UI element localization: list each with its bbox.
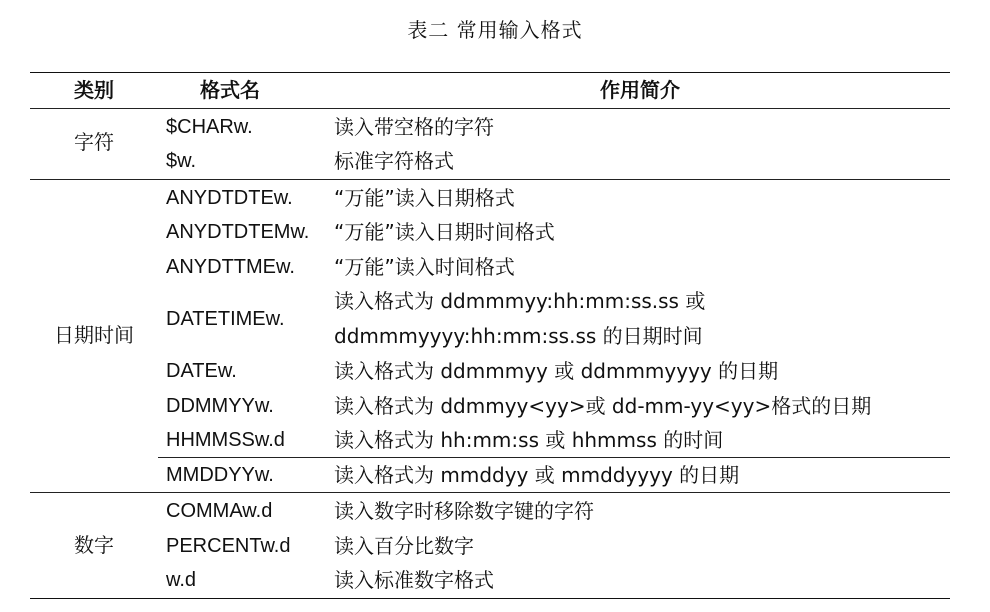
format-description: “万能”读入日期时间格式 <box>334 220 555 244</box>
format-name: DDMMYYw. <box>166 395 274 417</box>
bottom-rule <box>30 598 950 599</box>
format-name: w.d <box>166 569 197 591</box>
format-description-line: ddmmmyyyy:hh:mm:ss.ss 的日期时间 <box>334 324 703 348</box>
format-description: 读入百分比数字 <box>334 534 474 558</box>
format-name: MMDDYYw. <box>166 464 274 486</box>
inner-rule-mmddyy <box>158 457 950 458</box>
category-character: 字符 <box>74 130 114 154</box>
top-rule <box>30 72 950 73</box>
format-description: “万能”读入时间格式 <box>334 255 515 279</box>
category-datetime: 日期时间 <box>54 323 134 347</box>
header-rule <box>30 108 950 109</box>
table-caption: 表二 常用输入格式 <box>407 18 583 42</box>
format-description: 读入带空格的字符 <box>334 115 494 139</box>
format-description: 标准字符格式 <box>334 149 454 173</box>
group-rule-1 <box>30 179 950 180</box>
format-description-line: 读入格式为 ddmmmyy:hh:mm:ss.ss 或 <box>334 289 706 313</box>
format-name: HHMMSSw.d <box>166 429 285 451</box>
header-format: 格式名 <box>200 78 260 102</box>
group-rule-2 <box>30 492 950 493</box>
header-description: 作用简介 <box>600 78 680 102</box>
format-name: COMMAw.d <box>166 500 273 522</box>
format-description: “万能”读入日期格式 <box>334 186 515 210</box>
category-number: 数字 <box>74 533 114 557</box>
format-name: $CHARw. <box>166 116 253 138</box>
format-description: 读入格式为 hh:mm:ss 或 hhmmss 的时间 <box>334 428 724 452</box>
format-name: DATETIMEw. <box>166 308 285 330</box>
format-description: 读入标准数字格式 <box>334 568 494 592</box>
format-name: ANYDTDTEMw. <box>166 221 310 243</box>
format-description: 读入格式为 ddmmmyy 或 ddmmmyyyy 的日期 <box>334 359 779 383</box>
format-name: $w. <box>166 150 197 172</box>
format-name: PERCENTw.d <box>166 535 291 557</box>
format-description: 读入格式为 mmddyy 或 mmddyyyy 的日期 <box>334 463 740 487</box>
header-category: 类别 <box>74 78 114 102</box>
format-name: ANYDTTMEw. <box>166 256 295 278</box>
format-name: DATEw. <box>166 360 237 382</box>
format-description: 读入格式为 ddmmyy<yy>或 dd-mm-yy<yy>格式的日期 <box>334 394 872 418</box>
format-name: ANYDTDTEw. <box>166 187 293 209</box>
format-description: 读入数字时移除数字键的字符 <box>334 499 594 523</box>
